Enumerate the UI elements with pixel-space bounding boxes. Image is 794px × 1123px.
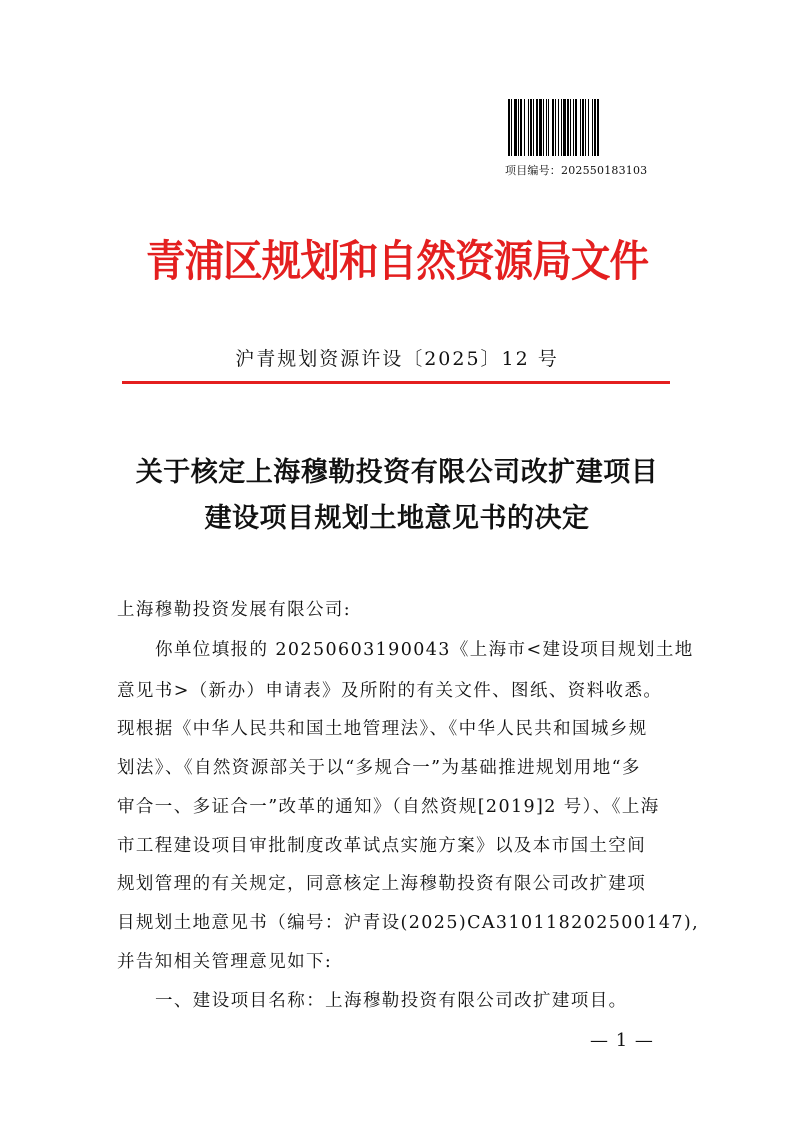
body-line-4: 划法》、《自然资源部关于以“多规合一”为基础推进规划用地“多 xyxy=(117,758,641,778)
body-line-7: 规划管理的有关规定，同意核定上海穆勒投资有限公司改扩建项 xyxy=(117,874,647,894)
page-number: — 1 — xyxy=(590,1030,654,1051)
document-number: 沪青规划资源许设〔2025〕12 号 xyxy=(235,348,559,370)
body-line-3: 现根据《中华人民共和国土地管理法》、《中华人民共和国城乡规 xyxy=(117,719,648,739)
barcode xyxy=(508,99,658,156)
section-one-heading: 一、建设项目名称：上海穆勒投资有限公司改扩建项目。 xyxy=(155,991,628,1011)
document-title-line-2: 建设项目规划土地意见书的决定 xyxy=(204,503,590,534)
document-header-title: 青浦区规划和自然资源局文件 xyxy=(145,237,649,287)
red-divider-line xyxy=(122,381,670,384)
document-title-line-1: 关于核定上海穆勒投资有限公司改扩建项目 xyxy=(135,457,659,488)
body-line-6: 市工程建设项目审批制度改革试点实施方案》以及本市国土空间 xyxy=(117,836,647,856)
project-number: 项目编号：202550183103 xyxy=(505,164,648,177)
addressee: 上海穆勒投资发展有限公司: xyxy=(117,600,352,620)
body-line-2: 意见书>（新办）申请表》及所附的有关文件、图纸、资料收悉。 xyxy=(117,681,663,701)
body-line-1: 你单位填报的 20250603190043《上海市<建设项目规划土地 xyxy=(155,640,694,660)
body-line-8: 目规划土地意见书（编号：沪青设(2025)CA310118202500147), xyxy=(117,913,700,933)
body-line-9: 并告知相关管理意见如下: xyxy=(117,952,333,972)
body-line-5: 审合一、多证合一”改革的通知》（自然资规[2019]2 号）、《上海 xyxy=(117,797,660,817)
